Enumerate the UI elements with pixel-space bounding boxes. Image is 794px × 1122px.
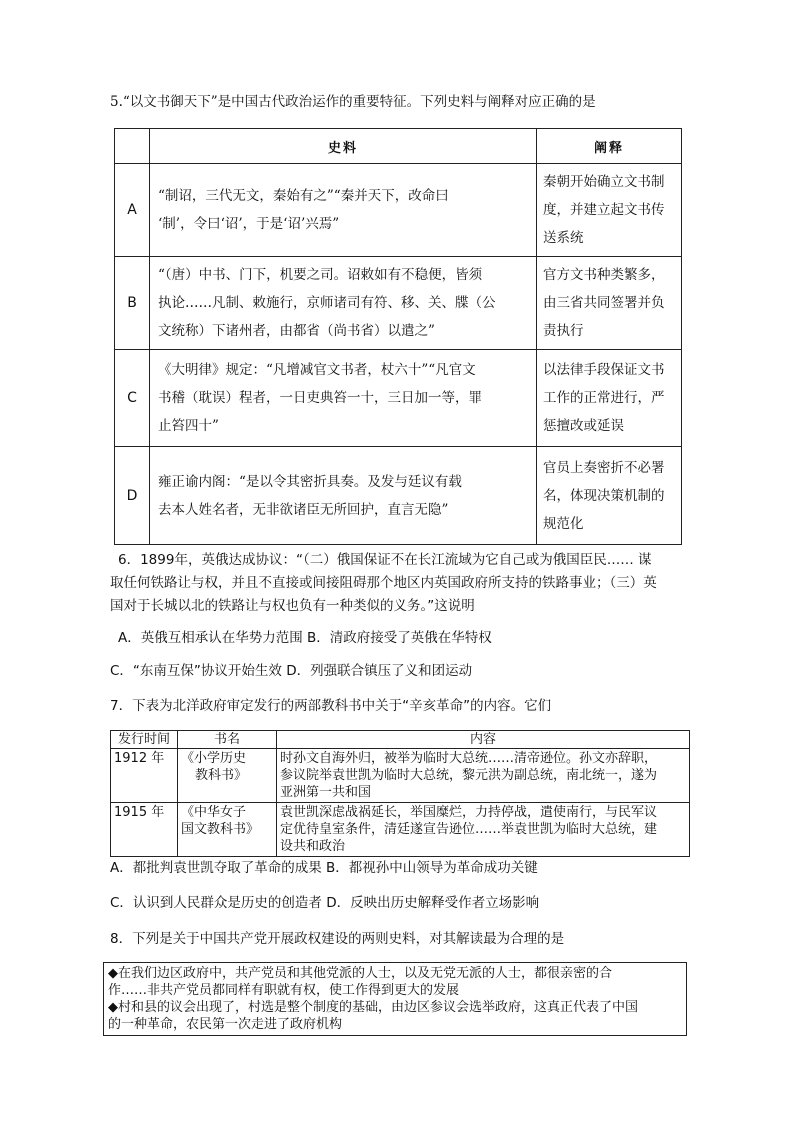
text-line: 定优待皇室条件，清廷遂宣告逊位……举袁世凯为临时大总统，建: [280, 822, 658, 837]
text-line: 止笞四十”: [158, 418, 219, 434]
text-line: 责执行: [543, 323, 584, 339]
text-line: 惩擅改或延误: [543, 418, 624, 434]
q7-row-time: 1915 年: [111, 803, 178, 857]
text-line: 由三省共同签署并负: [543, 295, 665, 311]
text-line: 名，体现决策机制的: [543, 487, 665, 504]
q5-row-source: [150, 257, 537, 350]
q5-row-d: [115, 447, 682, 545]
q5-header-row: [115, 129, 682, 164]
q5-header-explain: 阐释: [537, 129, 682, 164]
text-line: ‘制’，令曰‘诏’，于是‘诏’兴焉”: [158, 216, 340, 232]
q6-stem-line-3: 国对于长城以北的铁路让与权也负有一种类似的义务。”这说明: [110, 598, 475, 614]
text-line: 秦朝开始确立文书制: [543, 174, 665, 190]
q6-options-ab: A．英俄互相承认在华势力范围 B．清政府接受了英俄在华特权: [118, 630, 492, 646]
q7-header-time: 发行时间: [111, 731, 178, 749]
q5-row-b: [115, 257, 682, 350]
q7-options-ab: A．都批判袁世凯夺取了革命的成果 B．都视孙中山领导为革命成功关键: [110, 860, 538, 876]
text-line: 文统称）下诸州者，由都省（尚书省）以遣之”: [158, 323, 435, 339]
text-line: 袁世凯深虑战祸延长，举国糜烂，力持停战，遣使南行，与民军议: [280, 805, 658, 820]
text-line: 时孙文自海外归，被举为临时大总统……清帝逊位。孙文亦辞职，: [280, 751, 658, 766]
q5-row-explain: [537, 164, 682, 257]
text-line: “制诏，三代无文，秦始有之”“秦并天下，改命曰: [158, 188, 449, 204]
q5-header-source: 史料: [150, 129, 537, 164]
text-line: 执论……凡制、敕施行，京师诸司有符、移、关、牒（公: [158, 295, 496, 311]
q7-table: [110, 730, 690, 857]
text-line: 以法律手段保证文书: [543, 362, 665, 378]
text-line: 官方文书种类繁多，: [543, 267, 665, 283]
q5-table: [114, 128, 682, 545]
q6-options-cd: C．“东南互保”协议开始生效 D．列强联合镇压了义和团运动: [110, 663, 473, 679]
text-line: 的一种革命，农民第一次走进了政府机构: [108, 1017, 343, 1032]
text-line: 《中华女子: [181, 805, 247, 820]
q5-row-explain: [537, 447, 682, 545]
q5-row-label: C: [115, 350, 150, 447]
q5-row-label: B: [115, 257, 150, 350]
text-line: 书稽（耽误）程者，一日吏典笞一十，三日加一等，罪: [158, 390, 482, 406]
text-line: 去本人姓名者，无非欲诸臣无所回护，直言无隐”: [158, 501, 449, 518]
q7-header-row: [111, 731, 690, 749]
text-line: 《大明律》规定：“凡增减官文书者，杖六十”“凡官文: [158, 362, 476, 378]
q5-row-source: [150, 164, 537, 257]
q7-row-time: 1912 年: [111, 749, 178, 803]
q6-stem-line-1: 6．1899年，英俄达成协议：“（二）俄国保证不在长江流域为它自己或为俄国臣民…… 谋: [118, 552, 652, 568]
q7-row-book: [178, 803, 277, 857]
q5-row-a: [115, 164, 682, 257]
q5-header-label: [115, 129, 150, 164]
text-line: 参议院举袁世凯为临时大总统，黎元洪为副总统，南北统一，遂为: [280, 768, 658, 783]
q5-row-label: D: [115, 447, 150, 545]
q7-row-content: [277, 749, 690, 803]
text-line: ◆村和县的议会出现了，村选是整个制度的基础，由边区参议会选举政府，这真正代表了中国: [108, 1000, 638, 1015]
q7-row-content: [277, 803, 690, 857]
text-line: 《小学历史: [181, 751, 247, 766]
text-line: 作……非共产党员都同样有职就有权，使工作得到更大的发展: [108, 983, 460, 998]
q7-row-1912: [111, 749, 690, 803]
text-line: 送系统: [543, 230, 584, 246]
text-line: 国文教科书》: [181, 822, 260, 837]
text-line: 亚洲第一共和国: [280, 785, 372, 800]
text-line: 官员上奏密折不必署: [543, 459, 665, 476]
text-line: 教科书》: [195, 768, 248, 783]
q7-header-content: 内容: [277, 731, 690, 749]
q5-row-source: [150, 447, 537, 545]
q5-row-explain: [537, 350, 682, 447]
text-line: 度，并建立起文书传: [543, 202, 665, 218]
q7-header-book: 书名: [178, 731, 277, 749]
text-line: 设共和政治: [280, 839, 346, 854]
text-line: ◆在我们边区政府中，共产党员和其他党派的人士，以及无党无派的人士，都很亲密的合: [108, 966, 612, 981]
text-line: “（唐）中书、门下，机要之司。诏敕如有不稳便，皆须: [158, 267, 483, 283]
q5-row-explain: [537, 257, 682, 350]
q7-row-1915: [111, 803, 690, 857]
q5-row-source: [150, 350, 537, 447]
q6-stem-line-2: 取任何铁路让与权，并且不直接或间接阻碍那个地区内英国政府所支持的铁路事业；（三）英: [110, 575, 657, 591]
text-line: 规范化: [543, 515, 584, 532]
text-line: 雍正谕内阁：“是以令其密折具奏。及发与廷议有载: [158, 473, 462, 490]
q7-options-cd: C．认识到人民群众是历史的创造者 D．反映出历史解释受作者立场影响: [110, 895, 540, 911]
q8-source-box: [103, 962, 687, 1036]
q5-stem: 5.“以文书御天下”是中国古代政治运作的重要特征。下列史料与阐释对应正确的是: [110, 94, 596, 110]
q8-stem: 8．下列是关于中国共产党开展政权建设的两则史料，对其解读最为合理的是: [110, 931, 565, 947]
q5-row-label: A: [115, 164, 150, 257]
q5-row-c: [115, 350, 682, 447]
q7-row-book: [178, 749, 277, 803]
text-line: 工作的正常进行，严: [543, 390, 665, 406]
q7-stem: 7．下表为北洋政府审定发行的两部教科书中关于“辛亥革命”的内容。它们: [110, 698, 552, 714]
